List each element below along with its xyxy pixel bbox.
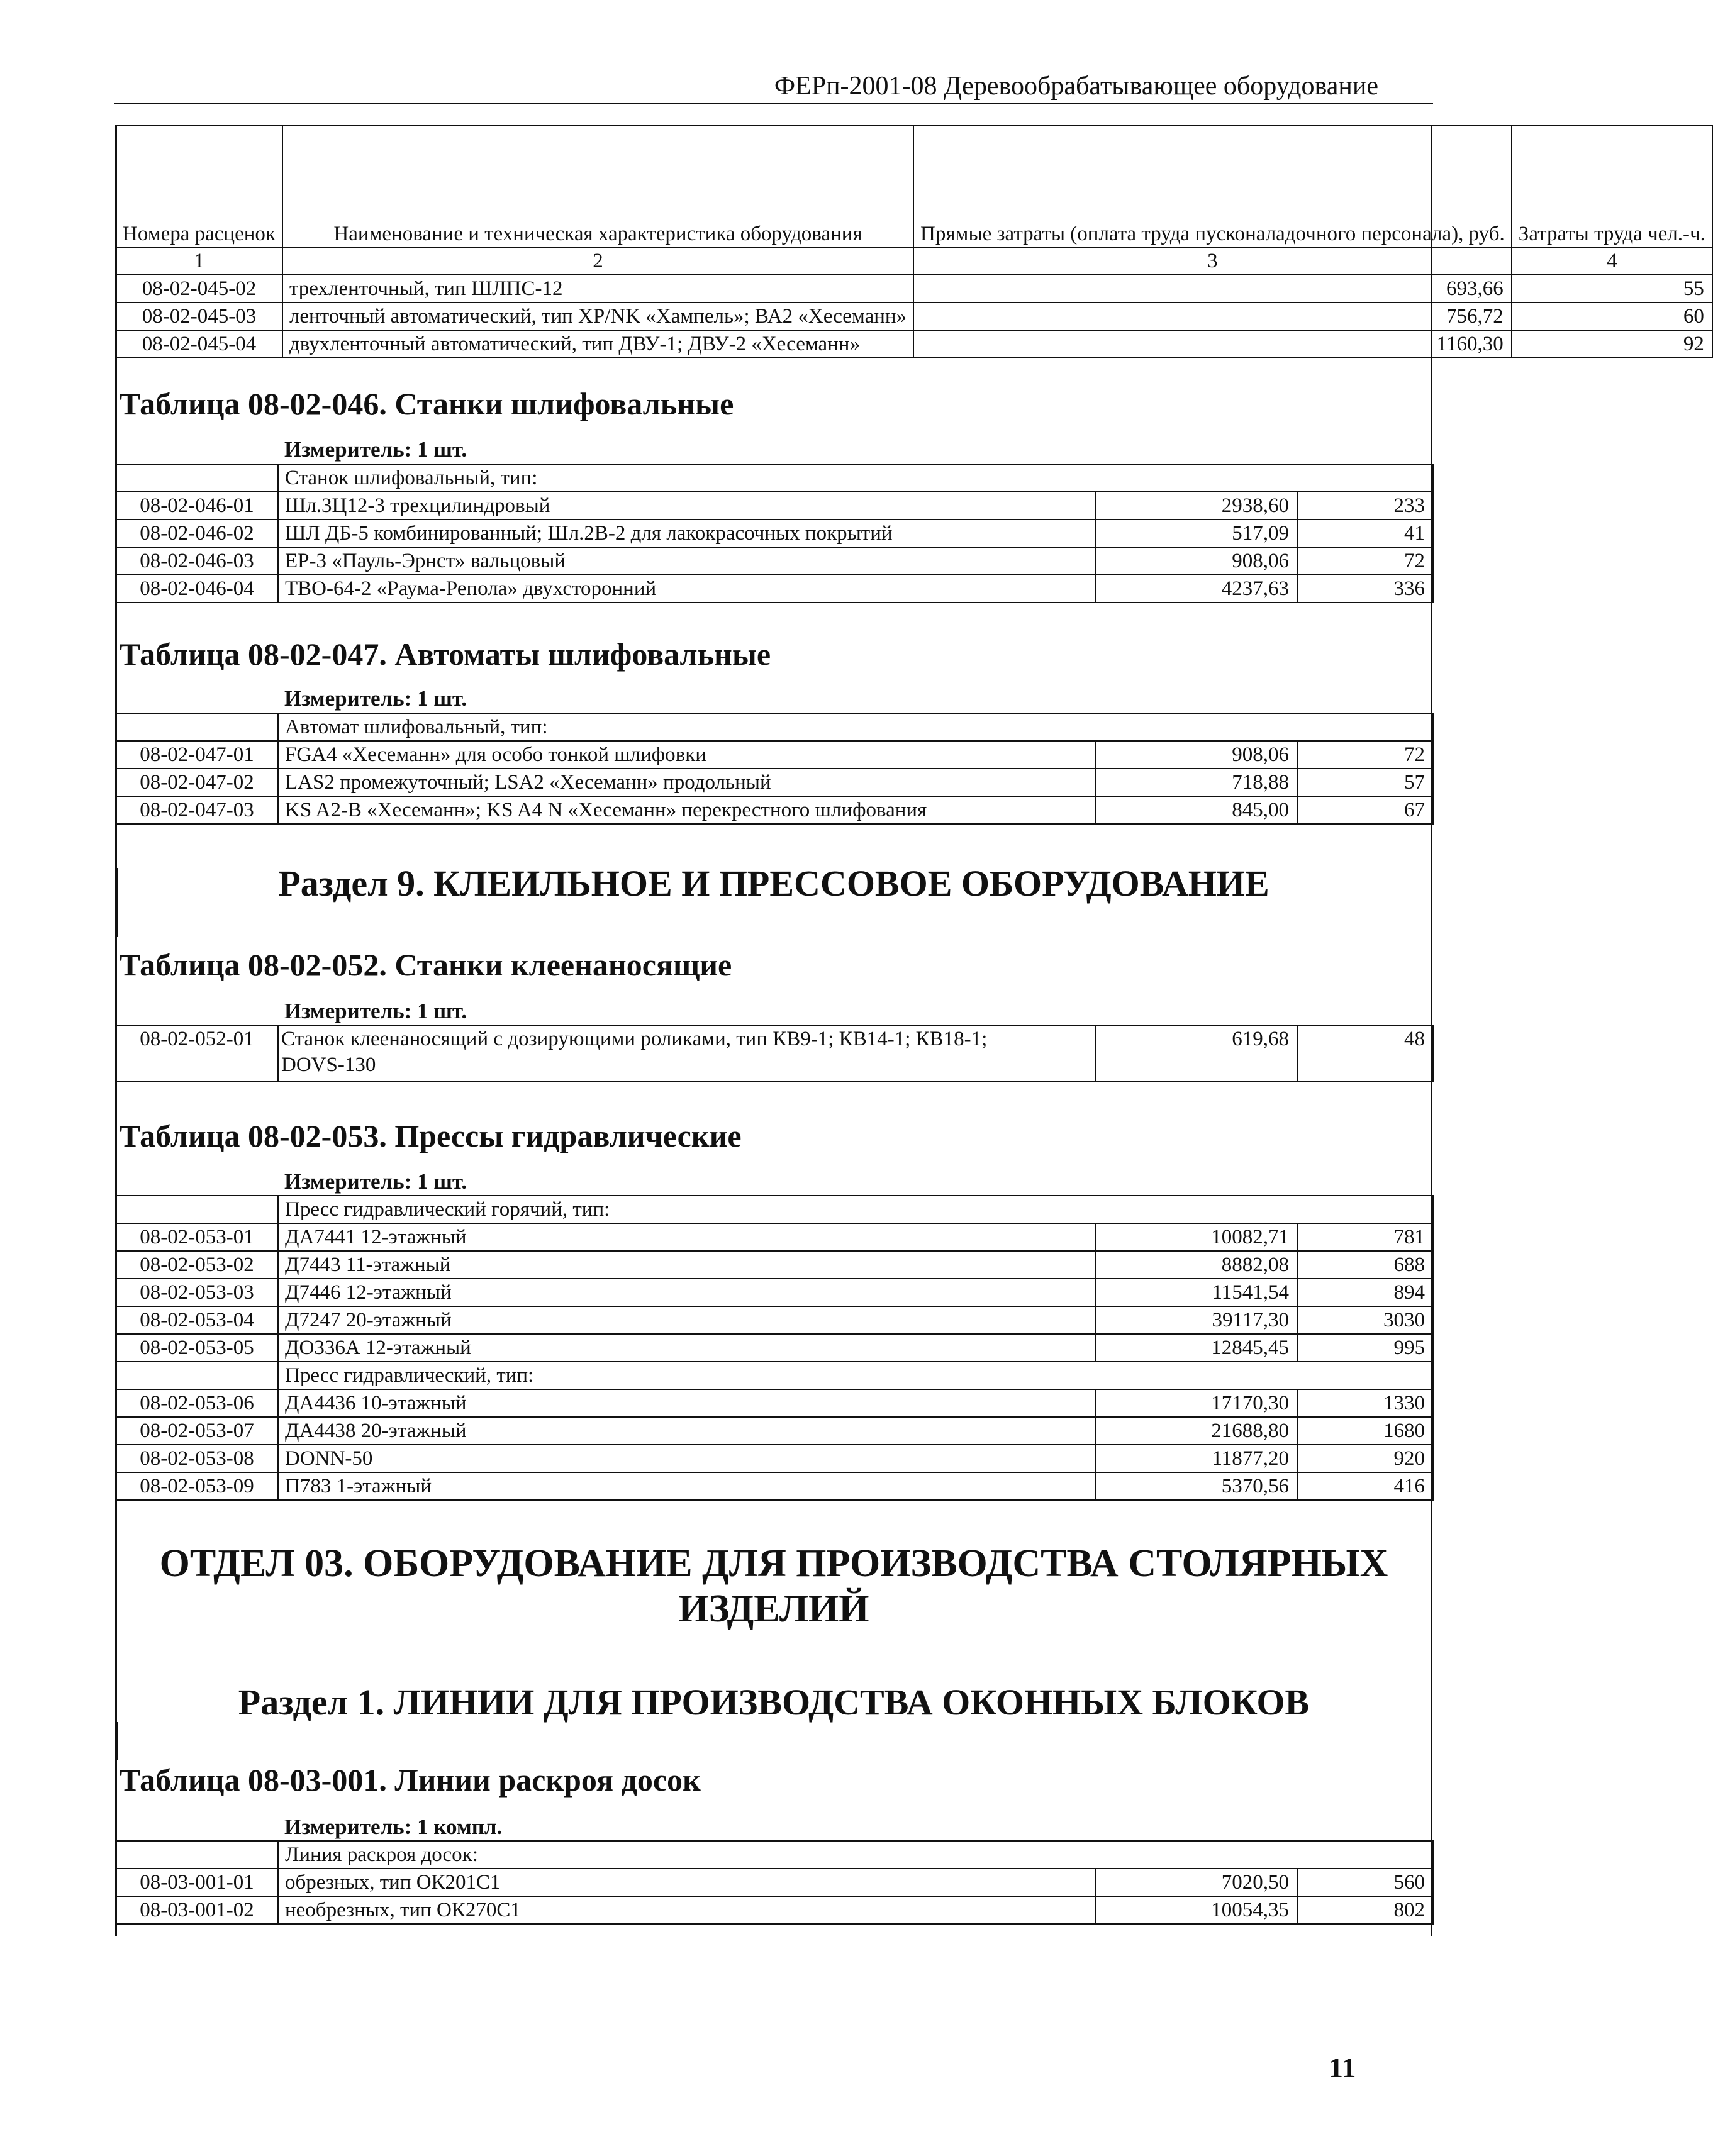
- equipment-name: ДА7441 12-этажный: [278, 1223, 1096, 1251]
- table-08-03-001: [115, 1840, 1434, 1925]
- table-title-001: Таблица 08-03-001. Линии раскроя досок: [120, 1762, 701, 1798]
- page-number: 11: [1329, 2052, 1356, 2084]
- labor-value: 1680: [1297, 1417, 1433, 1445]
- group-label: Пресс гидравлический, тип:: [278, 1362, 1433, 1389]
- rate-code: 08-02-046-04: [116, 575, 278, 603]
- rate-code: 08-02-053-08: [116, 1445, 278, 1472]
- table-title-052: Таблица 08-02-052. Станки клеенаносящие: [120, 947, 732, 982]
- equipment-name: KS A2-B «Хесеманн»; KS A4 N «Хесеманн» перекрестного шлифования: [278, 796, 1096, 824]
- rate-code: 08-02-053-04: [116, 1306, 278, 1334]
- equipment-name: ЕР-3 «Пауль-Эрнст» вальцовый: [278, 547, 1096, 575]
- rate-code: 08-02-046-02: [116, 520, 278, 547]
- equipment-name-line: Станок клеенаносящий с дозирующими роликами, тип КВ9-1; КВ14-1; КВ18-1;: [281, 1028, 988, 1050]
- equipment-name: Д7247 20-этажный: [278, 1306, 1096, 1334]
- equipment-name: ДО336А 12-этажный: [278, 1334, 1096, 1362]
- table-row: [116, 1279, 1433, 1306]
- rate-code: 08-02-053-05: [116, 1334, 278, 1362]
- group-row: [116, 1362, 1433, 1389]
- rate-code: 08-02-045-03: [116, 303, 282, 330]
- equipment-name: [278, 1026, 1096, 1081]
- cost-value: 4237,63: [1096, 575, 1297, 603]
- equipment-name: FGA4 «Хесеманн» для особо тонкой шлифовки: [278, 741, 1096, 769]
- table-row: [116, 575, 1433, 603]
- table-08-02-053: [115, 1195, 1434, 1501]
- table-row: [116, 741, 1433, 769]
- col-num-3: 3: [913, 248, 1512, 275]
- table-title-053: Таблица 08-02-053. Прессы гидравлические: [120, 1118, 742, 1153]
- equipment-name: DONN-50: [278, 1445, 1096, 1472]
- labor-value: 72: [1297, 741, 1433, 769]
- table-row: [116, 1334, 1433, 1362]
- group-row: [116, 1196, 1433, 1223]
- table-row: [116, 1869, 1433, 1896]
- labor-value: 995: [1297, 1334, 1433, 1362]
- cost-value: 619,68: [1096, 1026, 1297, 1081]
- header-rule: [114, 103, 1433, 104]
- labor-value: 1330: [1297, 1389, 1433, 1417]
- equipment-name: ДА4436 10-этажный: [278, 1389, 1096, 1417]
- rate-code: 08-02-047-02: [116, 769, 278, 796]
- equipment-name: LAS2 промежуточный; LSA2 «Хесеманн» продольный: [278, 769, 1096, 796]
- labor-value: 894: [1297, 1279, 1433, 1306]
- table-08-02-047: [115, 713, 1434, 825]
- cost-value: 10082,71: [1096, 1223, 1297, 1251]
- col-header-name: Наименование и техническая характеристика оборудования: [282, 125, 913, 248]
- group-row: [116, 1841, 1433, 1869]
- labor-value: 55: [1512, 275, 1712, 303]
- department-heading-line: ОТДЕЛ 03. ОБОРУДОВАНИЕ ДЛЯ ПРОИЗВОДСТВА СТОЛЯРНЫХ: [159, 1542, 1388, 1585]
- rate-code: 08-02-053-09: [116, 1472, 278, 1500]
- labor-value: 67: [1297, 796, 1433, 824]
- equipment-name: ТВО-64-2 «Раума-Репола» двухсторонний: [278, 575, 1096, 603]
- group-row: [116, 713, 1433, 741]
- labor-value: 60: [1512, 303, 1712, 330]
- labor-value: 336: [1297, 575, 1433, 603]
- equipment-name: П783 1-этажный: [278, 1472, 1096, 1500]
- meter-001: Измеритель: 1 компл.: [284, 1814, 503, 1839]
- table-header-row: [116, 125, 1712, 248]
- cost-value: 2938,60: [1096, 492, 1297, 520]
- equipment-name-line: DOVS-130: [281, 1053, 376, 1076]
- table-row: [116, 520, 1433, 547]
- rate-code: 08-03-001-01: [116, 1869, 278, 1896]
- equipment-name: обрезных, тип ОК201С1: [278, 1869, 1096, 1896]
- table-row: [116, 1472, 1433, 1500]
- rate-code: 08-02-053-06: [116, 1389, 278, 1417]
- rate-code: 08-02-046-03: [116, 547, 278, 575]
- labor-value: 560: [1297, 1869, 1433, 1896]
- rate-code: 08-02-053-02: [116, 1251, 278, 1279]
- cost-value: 908,06: [1096, 547, 1297, 575]
- cost-value: 908,06: [1096, 741, 1297, 769]
- equipment-name: необрезных, тип ОК270С1: [278, 1896, 1096, 1924]
- equipment-name: Д7443 11-этажный: [278, 1251, 1096, 1279]
- cost-value: 7020,50: [1096, 1869, 1297, 1896]
- labor-value: 781: [1297, 1223, 1433, 1251]
- table-row: [116, 1306, 1433, 1334]
- cost-value: 21688,80: [1096, 1417, 1297, 1445]
- meter-053: Измеритель: 1 шт.: [284, 1169, 467, 1194]
- table-row: [116, 492, 1433, 520]
- group-label: Пресс гидравлический горячий, тип:: [278, 1196, 1433, 1223]
- col-num-2: 2: [282, 248, 913, 275]
- meter-046: Измеритель: 1 шт.: [284, 437, 467, 462]
- meter-047: Измеритель: 1 шт.: [284, 686, 467, 711]
- table-title-047: Таблица 08-02-047. Автоматы шлифовальные: [120, 636, 771, 672]
- table-row: [116, 1896, 1433, 1924]
- running-title: ФЕРп-2001-08 Деревообрабатывающее оборудование: [774, 72, 1378, 101]
- table-08-02-052: [115, 1025, 1434, 1082]
- labor-value: 3030: [1297, 1306, 1433, 1334]
- cost-value: 12845,45: [1096, 1334, 1297, 1362]
- table-08-02-045: [115, 125, 1713, 358]
- equipment-name: трехленточный, тип ШЛПС-12: [282, 275, 913, 303]
- department-heading: [115, 1541, 1432, 1631]
- cost-value: 39117,30: [1096, 1306, 1297, 1334]
- equipment-name: Шл.3Ц12-3 трехцилиндровый: [278, 492, 1096, 520]
- labor-value: 48: [1297, 1026, 1433, 1081]
- table-row: [116, 1445, 1433, 1472]
- group-row: [116, 464, 1433, 492]
- cost-value: 11541,54: [1096, 1279, 1297, 1306]
- labor-value: 233: [1297, 492, 1433, 520]
- table-row: [116, 1223, 1433, 1251]
- rate-code: 08-02-047-01: [116, 741, 278, 769]
- table-row: [116, 1251, 1433, 1279]
- labor-value: 92: [1512, 330, 1712, 358]
- cost-value: 10054,35: [1096, 1896, 1297, 1924]
- section-heading-1: Раздел 1. ЛИНИИ ДЛЯ ПРОИЗВОДСТВА ОКОННЫХ БЛОКОВ: [238, 1682, 1310, 1723]
- labor-value: 920: [1297, 1445, 1433, 1472]
- rate-code: 08-02-053-07: [116, 1417, 278, 1445]
- rate-code: 08-02-053-01: [116, 1223, 278, 1251]
- equipment-name: Д7446 12-этажный: [278, 1279, 1096, 1306]
- department-heading-line: ИЗДЕЛИЙ: [678, 1587, 869, 1630]
- table-row: [116, 547, 1433, 575]
- table-row: [116, 303, 1712, 330]
- cost-value: 718,88: [1096, 769, 1297, 796]
- section-heading-9: Раздел 9. КЛЕИЛЬНОЕ И ПРЕССОВОЕ ОБОРУДОВАНИЕ: [278, 863, 1269, 904]
- cost-value: 517,09: [1096, 520, 1297, 547]
- col-header-code: Номера расценок: [116, 125, 282, 248]
- cost-value: 1160,30: [913, 330, 1512, 358]
- equipment-name: ШЛ ДБ-5 комбинированный; Шл.2В-2 для лакокрасочных покрытий: [278, 520, 1096, 547]
- cost-value: 693,66: [913, 275, 1512, 303]
- table-row: [116, 796, 1433, 824]
- labor-value: 57: [1297, 769, 1433, 796]
- meter-052: Измеритель: 1 шт.: [284, 999, 467, 1023]
- labor-value: 72: [1297, 547, 1433, 575]
- table-row: [116, 275, 1712, 303]
- column-number-row: [116, 248, 1712, 275]
- labor-value: 41: [1297, 520, 1433, 547]
- cost-value: 8882,08: [1096, 1251, 1297, 1279]
- col-header-cost: Прямые затраты (оплата труда пусконаладочного персонала), руб.: [913, 125, 1512, 248]
- group-label: Автомат шлифовальный, тип:: [278, 713, 1433, 741]
- equipment-name: ДА4438 20-этажный: [278, 1417, 1096, 1445]
- table-row: [116, 330, 1712, 358]
- col-num-1: 1: [116, 248, 282, 275]
- cost-value: 845,00: [1096, 796, 1297, 824]
- col-header-labor: Затраты труда чел.-ч.: [1512, 125, 1712, 248]
- table-row: [116, 1389, 1433, 1417]
- rate-code: 08-02-053-03: [116, 1279, 278, 1306]
- rate-code: 08-02-047-03: [116, 796, 278, 824]
- cost-value: 17170,30: [1096, 1389, 1297, 1417]
- table-title-046: Таблица 08-02-046. Станки шлифовальные: [120, 386, 734, 421]
- rate-code: 08-02-045-02: [116, 275, 282, 303]
- labor-value: 802: [1297, 1896, 1433, 1924]
- group-label: Линия раскроя досок:: [278, 1841, 1433, 1869]
- group-label: Станок шлифовальный, тип:: [278, 464, 1433, 492]
- cost-value: 756,72: [913, 303, 1512, 330]
- equipment-name: двухленточный автоматический, тип ДВУ-1; ДВУ-2 «Хесеманн»: [282, 330, 913, 358]
- table-row: [116, 769, 1433, 796]
- rate-code: 08-02-046-01: [116, 492, 278, 520]
- rate-code: 08-03-001-02: [116, 1896, 278, 1924]
- table-row: [116, 1417, 1433, 1445]
- cost-value: 5370,56: [1096, 1472, 1297, 1500]
- col-num-4: 4: [1512, 248, 1712, 275]
- labor-value: 688: [1297, 1251, 1433, 1279]
- cost-value: 11877,20: [1096, 1445, 1297, 1472]
- table-row: [116, 1026, 1433, 1081]
- labor-value: 416: [1297, 1472, 1433, 1500]
- rate-code: 08-02-052-01: [116, 1026, 278, 1081]
- rate-code: 08-02-045-04: [116, 330, 282, 358]
- margin-mark: [115, 1722, 118, 1760]
- equipment-name: ленточный автоматический, тип XP/NK «Хампель»; ВА2 «Хесеманн»: [282, 303, 913, 330]
- table-08-02-046: [115, 464, 1434, 603]
